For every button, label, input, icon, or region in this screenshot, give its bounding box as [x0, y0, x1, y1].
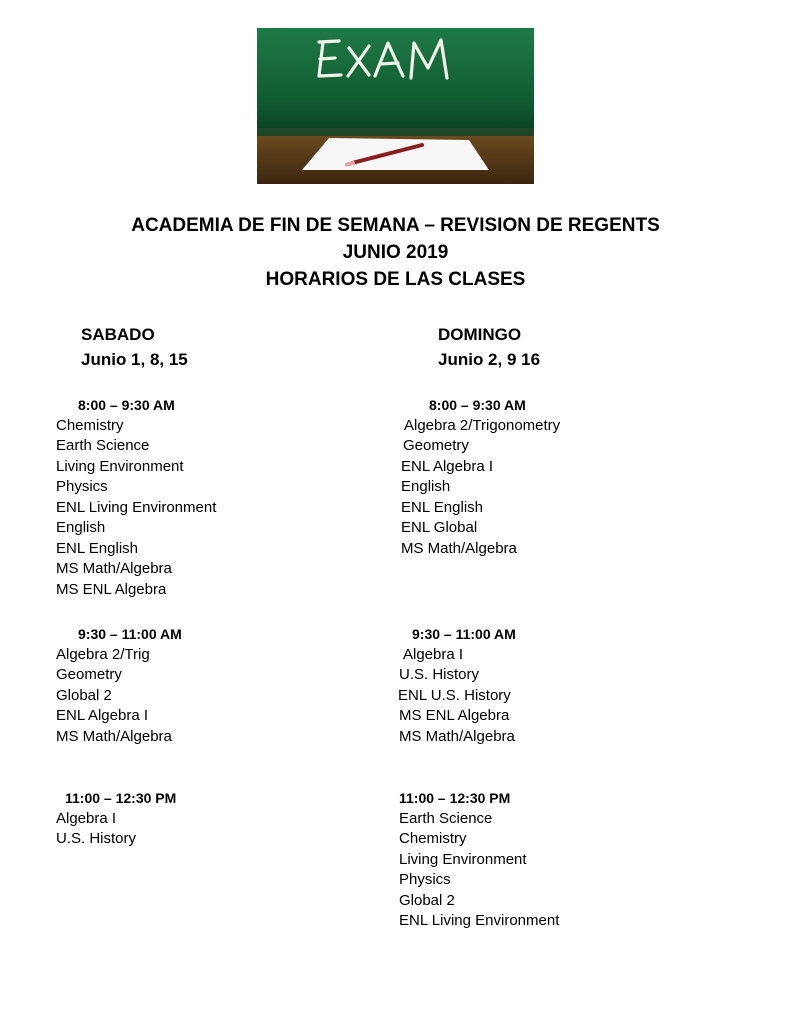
class-item: ENL U.S. History	[398, 686, 511, 704]
saturday-dates: Junio 1, 8, 15	[81, 350, 188, 369]
header-line-schedule: HORARIOS DE LAS CLASES	[265, 269, 526, 290]
class-item: MS ENL Algebra	[56, 580, 167, 598]
class-item: U.S. History	[56, 830, 137, 847]
class-item: Living Environment	[399, 850, 527, 868]
sunday-slot-2	[398, 624, 516, 747]
class-item: Geometry	[56, 666, 122, 683]
saturday-slot-2	[56, 624, 182, 747]
class-item: MS Math/Algebra	[399, 727, 515, 745]
class-item: Geometry	[403, 437, 469, 454]
class-item: Algebra 2/Trig	[56, 645, 150, 663]
saturday-heading	[81, 322, 188, 372]
class-item: MS Math/Algebra	[56, 560, 172, 577]
sunday-slot-1	[401, 395, 560, 559]
class-item: MS ENL Algebra	[399, 707, 510, 724]
sunday-dates: Junio 2, 9 16	[438, 350, 541, 369]
class-item: Algebra I	[403, 645, 464, 663]
class-item: ENL Living Environment	[56, 498, 217, 516]
class-item: ENL Living Environment	[399, 912, 560, 929]
header-line-academy: ACADEMIA DE FIN DE SEMANA – REVISION DE REGENTS	[131, 215, 660, 236]
sunday-heading	[438, 322, 540, 372]
class-item: MS Math/Algebra	[56, 727, 172, 745]
class-item: Physics	[56, 478, 108, 495]
class-item: English	[401, 478, 451, 495]
class-item: ENL English	[56, 539, 138, 557]
header-line-month: JUNIO 2019	[342, 242, 449, 263]
saturday-slot-1-time: 8:00 – 9:30 AM	[78, 397, 175, 413]
class-item: English	[56, 519, 106, 536]
class-item: Algebra 2/Trigonometry	[404, 416, 561, 434]
class-item: Physics	[399, 871, 451, 888]
class-item: ENL Algebra I	[401, 457, 493, 475]
sunday-slot-2-time: 9:30 – 11:00 AM	[412, 626, 516, 642]
class-item: Global 2	[399, 891, 455, 909]
sunday-slot-3	[399, 788, 559, 932]
exam-banner-image	[257, 28, 534, 184]
class-item: U.S. History	[399, 666, 480, 683]
class-item: MS Math/Algebra	[401, 539, 517, 557]
chalkboard-illustration	[257, 28, 534, 184]
saturday-slot-1	[56, 395, 216, 600]
class-item: Earth Science	[56, 437, 150, 454]
saturday-slot-2-time: 9:30 – 11:00 AM	[78, 626, 182, 642]
saturday-slot-3-time: 11:00 – 12:30 PM	[65, 790, 177, 806]
class-item: Living Environment	[56, 457, 184, 475]
sunday-slot-3-time: 11:00 – 12:30 PM	[399, 790, 511, 806]
class-item: Chemistry	[399, 830, 467, 847]
class-item: Global 2	[56, 686, 112, 704]
document-header	[0, 212, 791, 293]
class-item: ENL Algebra I	[56, 707, 148, 724]
class-item: ENL Global	[401, 519, 478, 536]
class-item: Chemistry	[56, 416, 124, 434]
class-item: Earth Science	[399, 809, 493, 827]
sunday-slot-1-time: 8:00 – 9:30 AM	[429, 397, 526, 413]
paper-sheet	[302, 138, 489, 170]
saturday-day-label: SABADO	[81, 325, 155, 344]
class-item: Algebra I	[56, 809, 117, 827]
class-item: ENL English	[401, 498, 483, 516]
saturday-slot-3	[56, 788, 176, 850]
sunday-day-label: DOMINGO	[438, 325, 522, 344]
